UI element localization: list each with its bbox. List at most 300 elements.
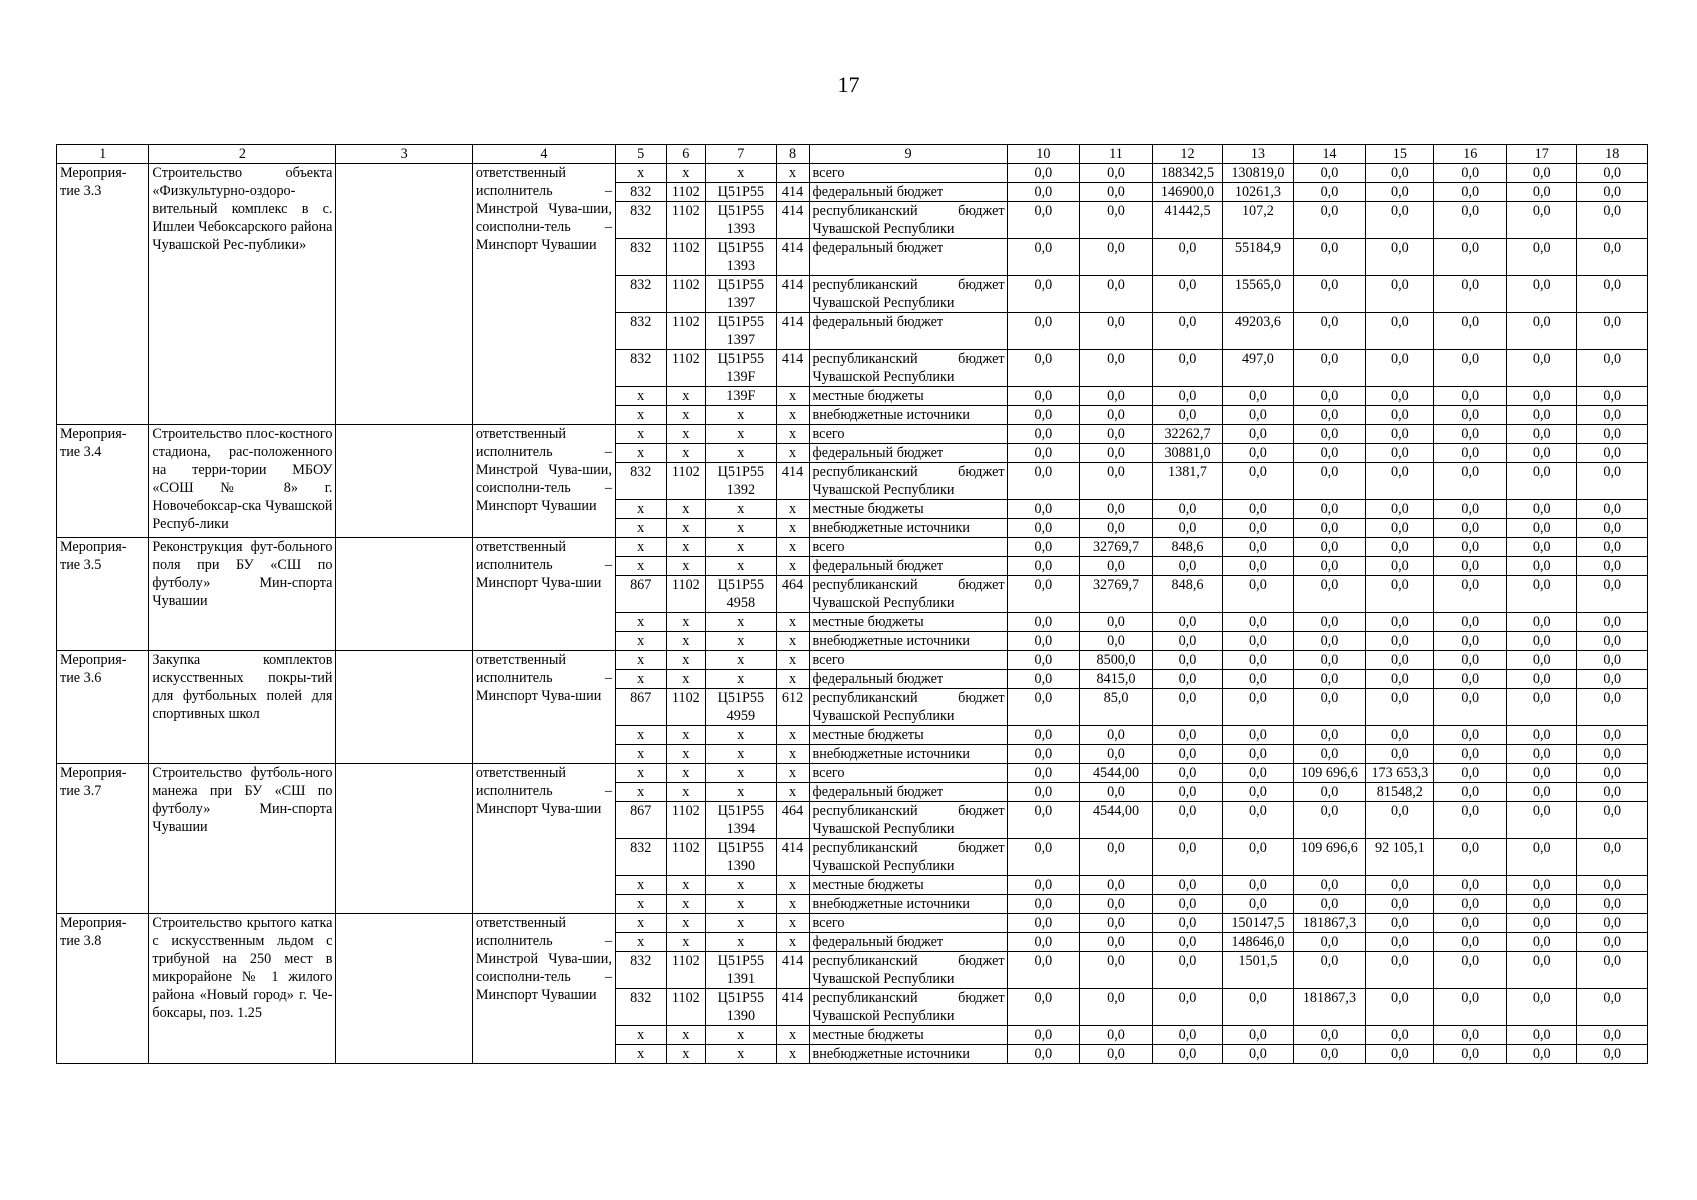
amount-cell: 0,0 <box>1080 350 1153 387</box>
amount-cell: 0,0 <box>1577 651 1648 670</box>
amount-cell: 8415,0 <box>1080 670 1153 689</box>
amount-cell: 0,0 <box>1293 1026 1366 1045</box>
kbk-target-code: х <box>706 933 776 952</box>
amount-cell: 0,0 <box>1577 350 1648 387</box>
kbk-section-code: х <box>666 425 706 444</box>
funding-source: республиканский бюджет Чувашской Республики <box>809 276 1007 313</box>
amount-cell: 92 105,1 <box>1366 839 1434 876</box>
kbk-ministry-code: х <box>615 726 666 745</box>
amount-cell: 0,0 <box>1007 519 1080 538</box>
kbk-ministry-code: 867 <box>615 689 666 726</box>
column-header: 11 <box>1080 145 1153 164</box>
funding-source: внебюджетные источники <box>809 895 1007 914</box>
kbk-ministry-code: х <box>615 164 666 183</box>
kbk-target-code: Ц51Р55 1393 <box>706 202 776 239</box>
amount-cell: 0,0 <box>1366 406 1434 425</box>
amount-cell: 0,0 <box>1366 239 1434 276</box>
amount-cell: 0,0 <box>1507 933 1577 952</box>
activity-id: Мероприя-тие 3.7 <box>57 764 149 914</box>
kbk-ministry-code: х <box>615 651 666 670</box>
amount-cell: 0,0 <box>1080 914 1153 933</box>
activity-executor: ответственный исполнитель – Минстрой Чува-шии, соисполни-тель – Минспорт Чувашии <box>472 425 615 538</box>
kbk-target-code: Ц51Р55 1390 <box>706 989 776 1026</box>
amount-cell: 0,0 <box>1434 557 1507 576</box>
amount-cell: 0,0 <box>1007 839 1080 876</box>
amount-cell: 0,0 <box>1366 632 1434 651</box>
amount-cell: 0,0 <box>1434 876 1507 895</box>
kbk-ministry-code: 832 <box>615 839 666 876</box>
amount-cell: 0,0 <box>1293 183 1366 202</box>
activity-col3 <box>336 651 472 764</box>
kbk-ministry-code: х <box>615 914 666 933</box>
kbk-section-code: х <box>666 387 706 406</box>
funding-source: республиканский бюджет Чувашской Республики <box>809 202 1007 239</box>
kbk-ministry-code: х <box>615 670 666 689</box>
amount-cell: 0,0 <box>1434 425 1507 444</box>
amount-cell: 0,0 <box>1507 239 1577 276</box>
table-row <box>57 425 1648 444</box>
kbk-section-code: 1102 <box>666 463 706 500</box>
amount-cell: 0,0 <box>1152 839 1222 876</box>
amount-cell: 0,0 <box>1577 914 1648 933</box>
table-row <box>57 164 1648 183</box>
amount-cell: 0,0 <box>1577 613 1648 632</box>
amount-cell: 0,0 <box>1577 670 1648 689</box>
amount-cell: 0,0 <box>1152 276 1222 313</box>
kbk-section-code: 1102 <box>666 839 706 876</box>
kbk-ministry-code: х <box>615 745 666 764</box>
amount-cell: 0,0 <box>1507 576 1577 613</box>
amount-cell: 0,0 <box>1293 538 1366 557</box>
amount-cell: 0,0 <box>1507 519 1577 538</box>
amount-cell: 0,0 <box>1080 933 1153 952</box>
amount-cell: 55184,9 <box>1223 239 1293 276</box>
kbk-section-code: х <box>666 1026 706 1045</box>
kbk-section-code: х <box>666 726 706 745</box>
table-row <box>57 651 1648 670</box>
kbk-section-code: х <box>666 876 706 895</box>
kbk-target-code: Ц51Р55 1397 <box>706 276 776 313</box>
amount-cell: 0,0 <box>1366 914 1434 933</box>
kbk-expense-type: 414 <box>776 350 809 387</box>
amount-cell: 0,0 <box>1434 276 1507 313</box>
amount-cell: 0,0 <box>1080 202 1153 239</box>
amount-cell: 848,6 <box>1152 576 1222 613</box>
funding-source: федеральный бюджет <box>809 783 1007 802</box>
column-header: 10 <box>1007 145 1080 164</box>
amount-cell: 0,0 <box>1507 202 1577 239</box>
kbk-target-code: х <box>706 1045 776 1064</box>
kbk-target-code: Ц51Р55 1390 <box>706 839 776 876</box>
funding-source: республиканский бюджет Чувашской Республики <box>809 839 1007 876</box>
amount-cell: 0,0 <box>1507 406 1577 425</box>
kbk-target-code: Ц51Р55 4958 <box>706 576 776 613</box>
kbk-ministry-code: х <box>615 1045 666 1064</box>
amount-cell: 0,0 <box>1007 933 1080 952</box>
funding-source: федеральный бюджет <box>809 557 1007 576</box>
amount-cell: 49203,6 <box>1223 313 1293 350</box>
amount-cell: 4544,00 <box>1080 802 1153 839</box>
amount-cell: 0,0 <box>1152 632 1222 651</box>
activity-executor: ответственный исполнитель – Минспорт Чува-шии <box>472 538 615 651</box>
kbk-target-code: х <box>706 632 776 651</box>
activity-id: Мероприя-тие 3.5 <box>57 538 149 651</box>
amount-cell: 0,0 <box>1366 1026 1434 1045</box>
column-header: 4 <box>472 145 615 164</box>
amount-cell: 0,0 <box>1223 1045 1293 1064</box>
kbk-ministry-code: 832 <box>615 239 666 276</box>
funding-source: республиканский бюджет Чувашской Республики <box>809 689 1007 726</box>
amount-cell: 0,0 <box>1080 745 1153 764</box>
funding-source: федеральный бюджет <box>809 670 1007 689</box>
kbk-ministry-code: х <box>615 444 666 463</box>
amount-cell: 0,0 <box>1577 202 1648 239</box>
amount-cell: 0,0 <box>1152 350 1222 387</box>
amount-cell: 0,0 <box>1293 557 1366 576</box>
kbk-section-code: х <box>666 933 706 952</box>
amount-cell: 85,0 <box>1080 689 1153 726</box>
column-header-row <box>57 145 1648 164</box>
amount-cell: 0,0 <box>1152 613 1222 632</box>
kbk-expense-type: х <box>776 1026 809 1045</box>
amount-cell: 0,0 <box>1152 952 1222 989</box>
amount-cell: 0,0 <box>1007 670 1080 689</box>
amount-cell: 0,0 <box>1366 895 1434 914</box>
kbk-target-code: х <box>706 557 776 576</box>
amount-cell: 32769,7 <box>1080 576 1153 613</box>
amount-cell: 8500,0 <box>1080 651 1153 670</box>
kbk-ministry-code: х <box>615 895 666 914</box>
amount-cell: 0,0 <box>1577 1045 1648 1064</box>
amount-cell: 0,0 <box>1152 933 1222 952</box>
amount-cell: 0,0 <box>1223 1026 1293 1045</box>
kbk-section-code: 1102 <box>666 989 706 1026</box>
amount-cell: 0,0 <box>1007 313 1080 350</box>
kbk-expense-type: 414 <box>776 276 809 313</box>
column-header: 16 <box>1434 145 1507 164</box>
amount-cell: 0,0 <box>1434 914 1507 933</box>
amount-cell: 0,0 <box>1223 839 1293 876</box>
activity-id: Мероприя-тие 3.6 <box>57 651 149 764</box>
amount-cell: 0,0 <box>1366 802 1434 839</box>
funding-source: местные бюджеты <box>809 613 1007 632</box>
kbk-ministry-code: 832 <box>615 463 666 500</box>
amount-cell: 150147,5 <box>1223 914 1293 933</box>
amount-cell: 0,0 <box>1577 519 1648 538</box>
activity-title: Закупка комплектов искусственных покры-тий для футбольных полей для спортивных школ <box>149 651 336 764</box>
kbk-section-code: х <box>666 632 706 651</box>
amount-cell: 0,0 <box>1080 463 1153 500</box>
amount-cell: 188342,5 <box>1152 164 1222 183</box>
amount-cell: 0,0 <box>1080 989 1153 1026</box>
kbk-section-code: х <box>666 745 706 764</box>
kbk-ministry-code: 832 <box>615 313 666 350</box>
kbk-section-code: х <box>666 914 706 933</box>
amount-cell: 0,0 <box>1152 1045 1222 1064</box>
amount-cell: 0,0 <box>1293 783 1366 802</box>
amount-cell: 0,0 <box>1434 463 1507 500</box>
amount-cell: 30881,0 <box>1152 444 1222 463</box>
amount-cell: 4544,00 <box>1080 764 1153 783</box>
kbk-ministry-code: х <box>615 425 666 444</box>
funding-source: республиканский бюджет Чувашской Республики <box>809 350 1007 387</box>
amount-cell: 0,0 <box>1434 764 1507 783</box>
amount-cell: 0,0 <box>1434 576 1507 613</box>
amount-cell: 0,0 <box>1007 989 1080 1026</box>
amount-cell: 0,0 <box>1080 406 1153 425</box>
amount-cell: 0,0 <box>1507 1026 1577 1045</box>
kbk-target-code: х <box>706 425 776 444</box>
amount-cell: 0,0 <box>1293 425 1366 444</box>
kbk-section-code: 1102 <box>666 802 706 839</box>
amount-cell: 0,0 <box>1366 425 1434 444</box>
amount-cell: 0,0 <box>1577 726 1648 745</box>
column-header: 13 <box>1223 145 1293 164</box>
amount-cell: 0,0 <box>1007 876 1080 895</box>
amount-cell: 0,0 <box>1293 952 1366 989</box>
kbk-target-code: х <box>706 538 776 557</box>
amount-cell: 0,0 <box>1507 783 1577 802</box>
kbk-ministry-code: х <box>615 783 666 802</box>
kbk-section-code: х <box>666 1045 706 1064</box>
kbk-target-code: х <box>706 519 776 538</box>
kbk-target-code: х <box>706 500 776 519</box>
kbk-expense-type: х <box>776 651 809 670</box>
amount-cell: 0,0 <box>1223 444 1293 463</box>
amount-cell: 0,0 <box>1434 839 1507 876</box>
funding-source: местные бюджеты <box>809 387 1007 406</box>
amount-cell: 0,0 <box>1507 651 1577 670</box>
amount-cell: 0,0 <box>1507 989 1577 1026</box>
amount-cell: 0,0 <box>1152 313 1222 350</box>
table-body <box>57 164 1648 1064</box>
amount-cell: 0,0 <box>1080 425 1153 444</box>
amount-cell: 0,0 <box>1434 651 1507 670</box>
amount-cell: 0,0 <box>1293 895 1366 914</box>
amount-cell: 0,0 <box>1007 576 1080 613</box>
kbk-target-code: Ц51Р55 1394 <box>706 802 776 839</box>
activity-col3 <box>336 164 472 425</box>
kbk-section-code: х <box>666 895 706 914</box>
column-header: 12 <box>1152 145 1222 164</box>
amount-cell: 0,0 <box>1080 500 1153 519</box>
amount-cell: 0,0 <box>1152 745 1222 764</box>
amount-cell: 0,0 <box>1366 387 1434 406</box>
amount-cell: 0,0 <box>1434 895 1507 914</box>
amount-cell: 0,0 <box>1507 726 1577 745</box>
amount-cell: 0,0 <box>1007 239 1080 276</box>
funding-source: местные бюджеты <box>809 726 1007 745</box>
kbk-section-code: х <box>666 783 706 802</box>
column-header: 15 <box>1366 145 1434 164</box>
amount-cell: 0,0 <box>1080 632 1153 651</box>
amount-cell: 0,0 <box>1152 1026 1222 1045</box>
kbk-ministry-code: х <box>615 519 666 538</box>
amount-cell: 0,0 <box>1507 764 1577 783</box>
kbk-expense-type: х <box>776 726 809 745</box>
amount-cell: 0,0 <box>1152 670 1222 689</box>
amount-cell: 181867,3 <box>1293 914 1366 933</box>
table-row <box>57 914 1648 933</box>
kbk-target-code: Ц51Р55 139F <box>706 350 776 387</box>
kbk-expense-type: 414 <box>776 839 809 876</box>
kbk-expense-type: х <box>776 632 809 651</box>
amount-cell: 0,0 <box>1434 952 1507 989</box>
funding-source: республиканский бюджет Чувашской Республики <box>809 576 1007 613</box>
kbk-ministry-code: х <box>615 538 666 557</box>
amount-cell: 0,0 <box>1507 425 1577 444</box>
amount-cell: 0,0 <box>1366 463 1434 500</box>
amount-cell: 0,0 <box>1577 745 1648 764</box>
amount-cell: 41442,5 <box>1152 202 1222 239</box>
amount-cell: 0,0 <box>1366 1045 1434 1064</box>
kbk-expense-type: х <box>776 876 809 895</box>
amount-cell: 0,0 <box>1434 1045 1507 1064</box>
funding-source: республиканский бюджет Чувашской Республики <box>809 952 1007 989</box>
kbk-target-code: х <box>706 726 776 745</box>
amount-cell: 0,0 <box>1366 576 1434 613</box>
funding-source: федеральный бюджет <box>809 444 1007 463</box>
amount-cell: 0,0 <box>1007 613 1080 632</box>
amount-cell: 1501,5 <box>1223 952 1293 989</box>
amount-cell: 0,0 <box>1293 651 1366 670</box>
amount-cell: 146900,0 <box>1152 183 1222 202</box>
activity-executor: ответственный исполнитель – Минспорт Чува-шии <box>472 764 615 914</box>
kbk-expense-type: х <box>776 444 809 463</box>
amount-cell: 0,0 <box>1007 538 1080 557</box>
amount-cell: 0,0 <box>1507 1045 1577 1064</box>
kbk-ministry-code: х <box>615 557 666 576</box>
column-header: 1 <box>57 145 149 164</box>
amount-cell: 0,0 <box>1434 989 1507 1026</box>
amount-cell: 0,0 <box>1434 689 1507 726</box>
amount-cell: 0,0 <box>1007 764 1080 783</box>
kbk-section-code: х <box>666 557 706 576</box>
amount-cell: 497,0 <box>1223 350 1293 387</box>
amount-cell: 0,0 <box>1507 802 1577 839</box>
kbk-expense-type: х <box>776 745 809 764</box>
amount-cell: 0,0 <box>1507 670 1577 689</box>
kbk-expense-type: х <box>776 425 809 444</box>
activity-id: Мероприя-тие 3.3 <box>57 164 149 425</box>
table-row <box>57 764 1648 783</box>
kbk-expense-type: х <box>776 670 809 689</box>
amount-cell: 0,0 <box>1293 202 1366 239</box>
amount-cell: 0,0 <box>1152 500 1222 519</box>
amount-cell: 0,0 <box>1366 876 1434 895</box>
kbk-target-code: х <box>706 164 776 183</box>
kbk-target-code: х <box>706 764 776 783</box>
amount-cell: 0,0 <box>1152 914 1222 933</box>
amount-cell: 0,0 <box>1507 463 1577 500</box>
amount-cell: 0,0 <box>1366 202 1434 239</box>
amount-cell: 0,0 <box>1007 164 1080 183</box>
activity-title: Строительство плос-костного стадиона, рас-положенного на терри-тории МБОУ «СОШ № 8» г. Новочебоксар-ска Чувашской Респуб-лики <box>149 425 336 538</box>
amount-cell: 0,0 <box>1293 802 1366 839</box>
funding-source: республиканский бюджет Чувашской Республики <box>809 463 1007 500</box>
kbk-ministry-code: 832 <box>615 276 666 313</box>
amount-cell: 0,0 <box>1507 613 1577 632</box>
kbk-ministry-code: 832 <box>615 952 666 989</box>
amount-cell: 0,0 <box>1007 463 1080 500</box>
amount-cell: 0,0 <box>1366 952 1434 989</box>
kbk-target-code: х <box>706 613 776 632</box>
amount-cell: 0,0 <box>1293 745 1366 764</box>
amount-cell: 0,0 <box>1007 1026 1080 1045</box>
amount-cell: 0,0 <box>1223 783 1293 802</box>
funding-source: всего <box>809 764 1007 783</box>
amount-cell: 0,0 <box>1152 726 1222 745</box>
amount-cell: 0,0 <box>1366 726 1434 745</box>
amount-cell: 0,0 <box>1577 239 1648 276</box>
amount-cell: 0,0 <box>1577 538 1648 557</box>
amount-cell: 0,0 <box>1507 839 1577 876</box>
amount-cell: 0,0 <box>1293 726 1366 745</box>
kbk-target-code: х <box>706 876 776 895</box>
amount-cell: 0,0 <box>1007 651 1080 670</box>
kbk-ministry-code: 832 <box>615 989 666 1026</box>
kbk-section-code: х <box>666 651 706 670</box>
amount-cell: 0,0 <box>1507 632 1577 651</box>
amount-cell: 0,0 <box>1434 1026 1507 1045</box>
kbk-target-code: х <box>706 651 776 670</box>
amount-cell: 0,0 <box>1223 802 1293 839</box>
amount-cell: 0,0 <box>1293 613 1366 632</box>
amount-cell: 0,0 <box>1434 745 1507 764</box>
amount-cell: 0,0 <box>1223 557 1293 576</box>
kbk-target-code: х <box>706 670 776 689</box>
amount-cell: 0,0 <box>1577 1026 1648 1045</box>
amount-cell: 0,0 <box>1577 839 1648 876</box>
amount-cell: 0,0 <box>1223 989 1293 1026</box>
kbk-section-code: 1102 <box>666 276 706 313</box>
funding-source: всего <box>809 425 1007 444</box>
column-header: 5 <box>615 145 666 164</box>
kbk-target-code: х <box>706 745 776 764</box>
amount-cell: 0,0 <box>1507 500 1577 519</box>
amount-cell: 0,0 <box>1293 350 1366 387</box>
amount-cell: 32262,7 <box>1152 425 1222 444</box>
amount-cell: 0,0 <box>1293 444 1366 463</box>
amount-cell: 0,0 <box>1507 276 1577 313</box>
activity-col3 <box>336 764 472 914</box>
amount-cell: 1381,7 <box>1152 463 1222 500</box>
kbk-expense-type: х <box>776 613 809 632</box>
amount-cell: 0,0 <box>1366 538 1434 557</box>
amount-cell: 0,0 <box>1152 764 1222 783</box>
amount-cell: 0,0 <box>1434 538 1507 557</box>
amount-cell: 0,0 <box>1507 350 1577 387</box>
kbk-expense-type: х <box>776 764 809 783</box>
kbk-target-code: х <box>706 914 776 933</box>
amount-cell: 0,0 <box>1366 500 1434 519</box>
amount-cell: 0,0 <box>1223 519 1293 538</box>
page-number: 17 <box>837 72 860 97</box>
kbk-expense-type: 612 <box>776 689 809 726</box>
activity-title: Строительство крытого катка с искусственным льдом с трибуной на 250 мест в микрорайоне № 1 жилого района «Новый город» г. Че-боксары, поз. 1.25 <box>149 914 336 1064</box>
amount-cell: 0,0 <box>1577 406 1648 425</box>
amount-cell: 109 696,6 <box>1293 764 1366 783</box>
kbk-ministry-code: 832 <box>615 183 666 202</box>
amount-cell: 0,0 <box>1293 276 1366 313</box>
amount-cell: 0,0 <box>1223 745 1293 764</box>
amount-cell: 0,0 <box>1080 387 1153 406</box>
amount-cell: 0,0 <box>1434 239 1507 276</box>
kbk-ministry-code: х <box>615 1026 666 1045</box>
amount-cell: 0,0 <box>1080 726 1153 745</box>
amount-cell: 0,0 <box>1223 876 1293 895</box>
amount-cell: 0,0 <box>1577 500 1648 519</box>
